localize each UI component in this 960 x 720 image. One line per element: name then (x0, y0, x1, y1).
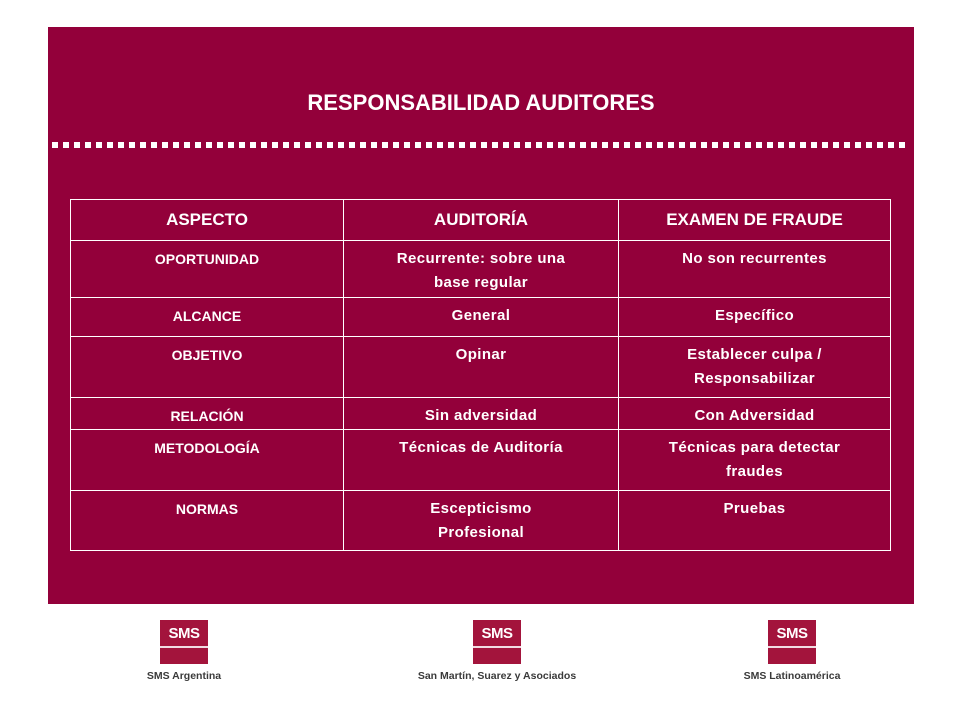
table-cell-fraude: Establecer culpa / Responsabilizar (619, 337, 891, 398)
dotted-divider (52, 142, 910, 148)
logo-sms-argentina (84, 620, 284, 683)
table-cell-aspecto: OBJETIVO (71, 337, 344, 398)
logo-stripe (768, 646, 816, 648)
logo-sms-latinoamerica (692, 620, 892, 683)
table-row (71, 241, 891, 298)
table-cell-auditoria: Técnicas de Auditoría (344, 430, 619, 491)
table-cell-auditoria: Sin adversidad (344, 398, 619, 430)
table-row (71, 298, 891, 337)
table-cell-fraude: No son recurrentes (619, 241, 891, 298)
table-cell-auditoria: General (344, 298, 619, 337)
header-auditoria: AUDITORÍA (344, 200, 619, 241)
table-cell-auditoria: Recurrente: sobre una base regular (344, 241, 619, 298)
comparison-table (70, 199, 891, 551)
table-header-row (71, 200, 891, 241)
header-aspecto: ASPECTO (71, 200, 344, 241)
sms-logo-icon (160, 620, 208, 664)
logo-caption: SMS Latinoamérica (743, 670, 841, 682)
table-cell-aspecto: ALCANCE (71, 298, 344, 337)
table-cell-fraude: Específico (619, 298, 891, 337)
table-cell-aspecto: RELACIÓN (71, 398, 344, 430)
table-cell-fraude: Técnicas para detectar fraudes (619, 430, 891, 491)
logo-mark-text: SMS (168, 625, 200, 642)
logo-san-martin-suarez (397, 620, 597, 683)
sms-logo-icon (473, 620, 521, 664)
slide-title: RESPONSABILIDAD AUDITORES (307, 90, 655, 115)
table-row (71, 430, 891, 491)
sms-logo-icon (768, 620, 816, 664)
table-cell-aspecto: OPORTUNIDAD (71, 241, 344, 298)
table-row (71, 491, 891, 551)
table-cell-aspecto: NORMAS (71, 491, 344, 551)
logo-mark-text: SMS (776, 625, 808, 642)
table-cell-auditoria: Escepticismo Profesional (344, 491, 619, 551)
logo-mark-text: SMS (481, 625, 513, 642)
header-examen-de-fraude: EXAMEN DE FRAUDE (619, 200, 891, 241)
logo-stripe (473, 646, 521, 648)
table-cell-auditoria: Opinar (344, 337, 619, 398)
table-cell-fraude: Con Adversidad (619, 398, 891, 430)
logo-caption: San Martín, Suarez y Asociados (417, 670, 577, 682)
table-cell-aspecto: METODOLOGÍA (71, 430, 344, 491)
slide-panel (48, 27, 914, 604)
logo-stripe (160, 646, 208, 648)
logo-caption: SMS Argentina (146, 670, 222, 682)
table-row (71, 398, 891, 430)
table-row (71, 337, 891, 398)
table-cell-fraude: Pruebas (619, 491, 891, 551)
